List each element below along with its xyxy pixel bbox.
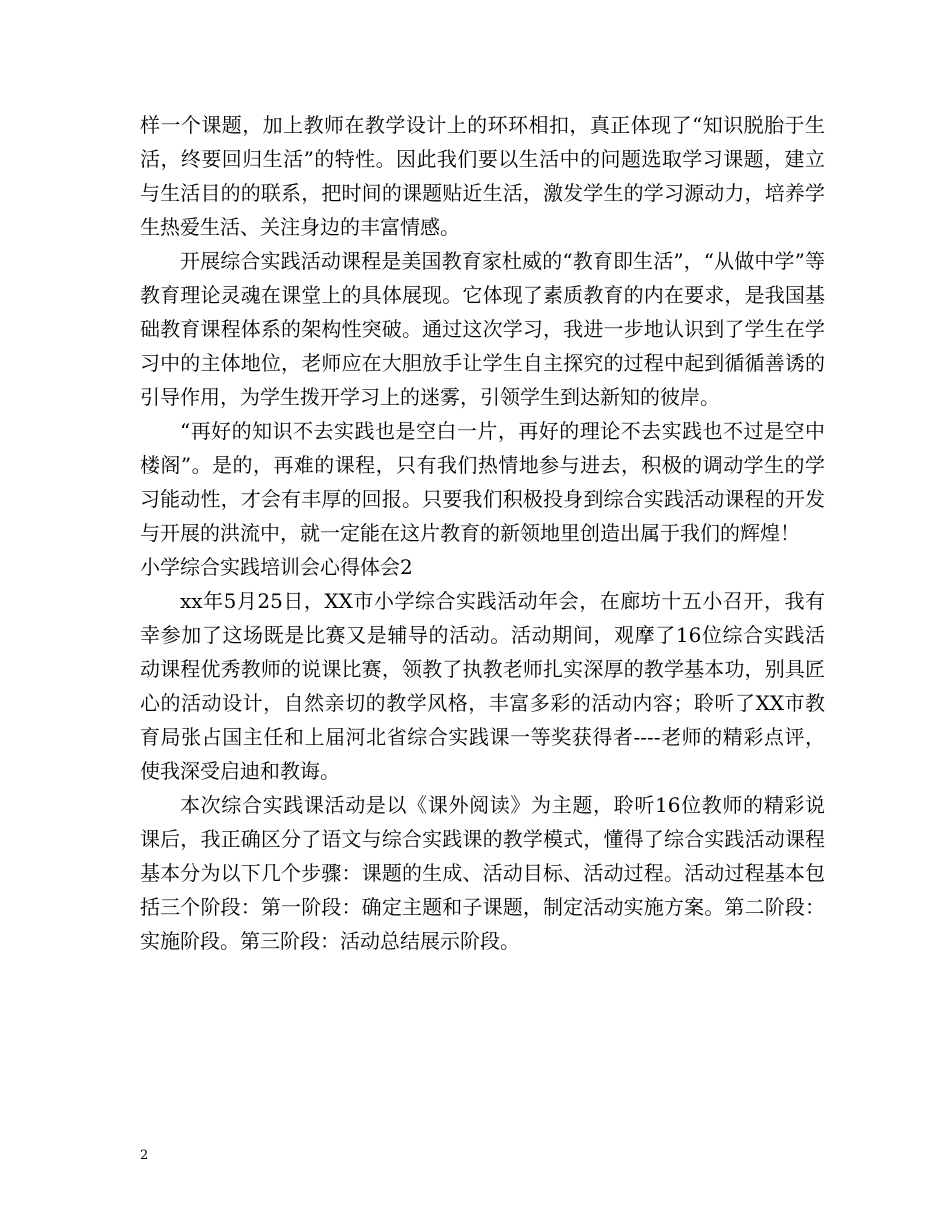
paragraph-5: 本次综合实践课活动是以《课外阅读》为主题，聆听16位教师的精彩说课后，我正确区分了语文与综合实践课的教学模式，懂得了综合实践活动课程基本分为以下几个步骤：课题的生成、活动目标、活动过程。活动过程基本包括三个阶段：第一阶段：确定主题和子课题，制定活动实施方案。第二阶段：实施阶段。第三阶段：活动总结展示阶段。 [140,793,825,953]
paragraph-3: “再好的知识不去实践也是空白一片，再好的理论不去实践也不过是空中楼阁”。是的，再难的课程，只有我们热情地参与进去，积极的调动学生的学习能动性，才会有丰厚的回报。只要我们积极投身到综合实践活动课程的开发与开展的洪流中，就一定能在这片教育的新领地里创造出属于我们的辉煌！ [140,419,825,545]
page-number: 2 [140,1148,149,1163]
paragraph-2: 开展综合实践活动课程是美国教育家杜威的“教育即生活”，“从做中学”等教育理论灵魂在课堂上的具体展现。它体现了素质教育的内在要求，是我国基础教育课程体系的架构性突破。通过这次学习，我进一步地认识到了学生在学习中的主体地位，老师应在大胆放手让学生自主探究的过程中起到循循善诱的引导作用，为学生拨开学习上的迷雾，引领学生到达新知的彼岸。 [140,249,825,409]
document-body [140,108,825,958]
paragraph-1: 样一个课题，加上教师在教学设计上的环环相扣，真正体现了“知识脱胎于生活，终要回归生活”的特性。因此我们要以生活中的问题选取学习课题，建立与生活目的的联系，把时间的课题贴近生活，激发学生的学习源动力，培养学生热爱生活、关注身边的丰富情感。 [140,113,825,239]
paragraph-4: xx年5月25日，XX市小学综合实践活动年会，在廊坊十五小召开，我有幸参加了这场既是比赛又是辅导的活动。活动期间，观摩了16位综合实践活动课程优秀教师的说课比赛，领教了执教老师扎实深厚的教学基本功，别具匠心的活动设计，自然亲切的教学风格，丰富多彩的活动内容；聆听了XX市教育局张占国主任和上届河北省综合实践课一等奖获得者----老师的精彩点评，使我深受启迪和教诲。 [140,589,825,783]
section-heading: 小学综合实践培训会心得体会2 [140,555,413,579]
